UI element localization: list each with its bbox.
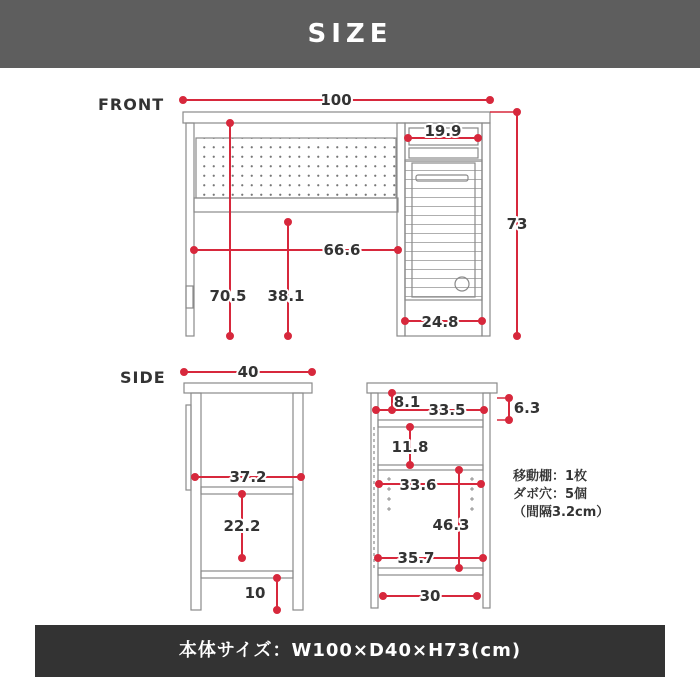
front-shelf-board xyxy=(194,198,398,212)
label-leg-clearance: 70.5 xyxy=(209,287,247,305)
label-width-total: 100 xyxy=(320,91,352,109)
label-shelf-clearance: 38.1 xyxy=(267,287,305,305)
side-top-board xyxy=(184,383,312,393)
label-cab-bottom-depth: 35.7 xyxy=(397,549,435,567)
footer-bar xyxy=(35,625,665,677)
side-left-leg xyxy=(191,393,201,610)
label-side-inner-depth: 37.2 xyxy=(229,468,267,486)
label-side-bottom: 10 xyxy=(244,584,266,602)
shelf-notes xyxy=(513,468,609,522)
front-cabinet-right-panel xyxy=(482,123,490,336)
label-depth-total: 40 xyxy=(237,363,259,381)
label-cab-gap: 11.8 xyxy=(391,438,429,456)
side-desk-drawing xyxy=(184,383,312,610)
label-cab-top-offset: 8.1 xyxy=(393,393,421,411)
label-cab-inner-height: 46.3 xyxy=(432,516,470,534)
label-side-shelf-height: 22.2 xyxy=(223,517,261,535)
label-cab-top-depth: 33.5 xyxy=(428,401,466,419)
side-right-leg xyxy=(293,393,303,610)
cab-movable-shelf xyxy=(378,465,483,470)
label-drawer-width: 19.9 xyxy=(424,122,462,140)
header-title: SIZE xyxy=(307,19,393,49)
side-mid-rail xyxy=(201,487,293,494)
label-cab-base-depth: 30 xyxy=(419,587,441,605)
note-movable-shelf: 移動棚：1枚 xyxy=(513,469,588,484)
label-cab-shelf-depth: 33.6 xyxy=(399,476,437,494)
cab-right-panel xyxy=(483,393,490,608)
label-cab-top-height: 6.3 xyxy=(513,399,541,417)
cab-divider xyxy=(378,420,483,427)
note-dowel-holes: ダボ穴：5個 xyxy=(513,487,588,502)
front-right-panel xyxy=(397,123,405,336)
label-cabinet-width: 24.8 xyxy=(421,313,459,331)
cab-top-board xyxy=(367,383,497,393)
side-label: SIDE xyxy=(120,368,166,387)
cab-bottom-shelf xyxy=(378,568,483,575)
front-left-small-panel xyxy=(186,286,193,308)
label-inner-width: 66.6 xyxy=(323,241,361,259)
note-interval: （間隔3.2cm） xyxy=(513,505,610,520)
label-height-total: 73 xyxy=(506,215,528,233)
front-label: FRONT xyxy=(98,95,165,114)
footer-size-text: 本体サイズ：W100×D40×H73(cm) xyxy=(178,640,522,661)
